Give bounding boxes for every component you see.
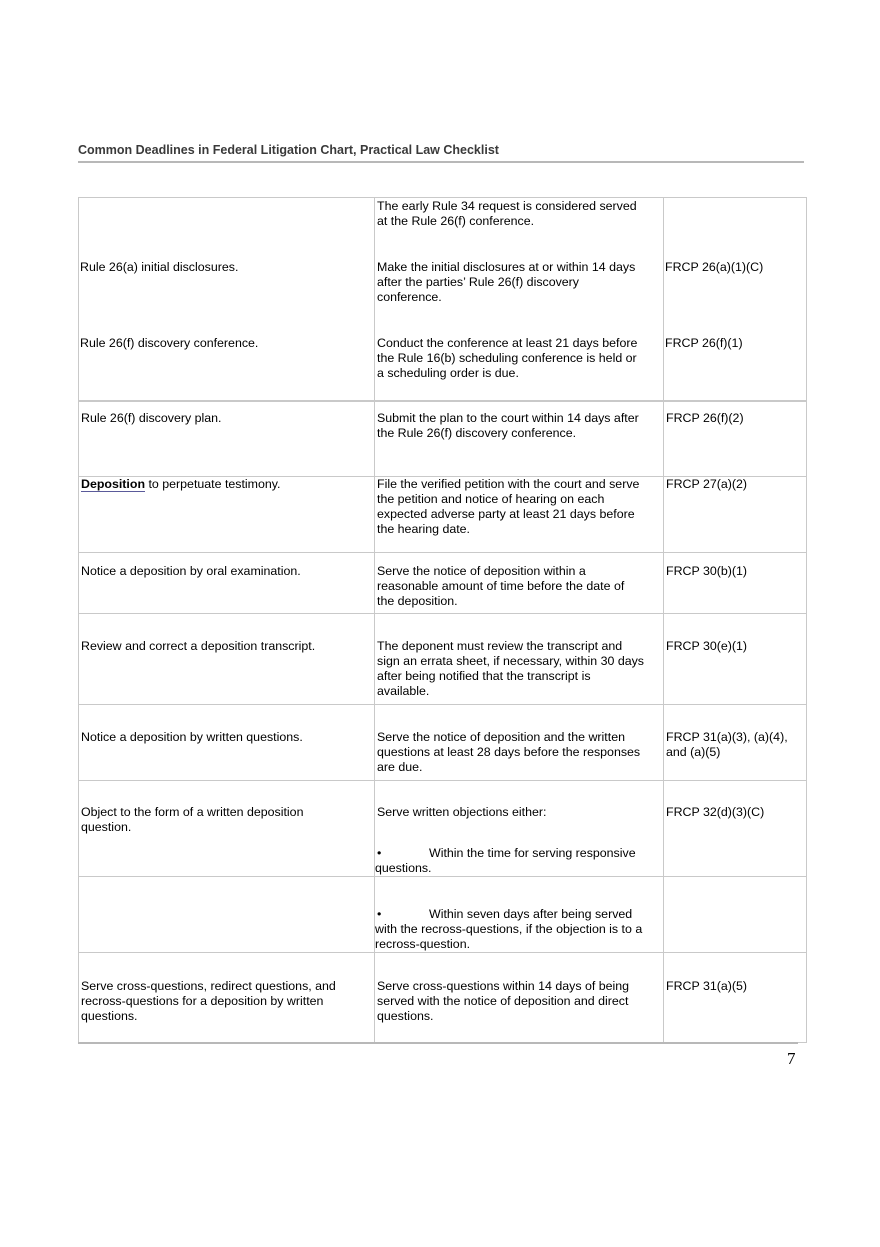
authority-text: FRCP 32(d)(3)(C) xyxy=(666,805,765,819)
event-cell xyxy=(79,614,375,705)
bullet-icon: • xyxy=(377,846,382,860)
bullet-icon: • xyxy=(377,907,382,921)
deadline-text: sign an errata sheet, if necessary, within 30 days xyxy=(377,654,644,668)
authority-cell xyxy=(664,401,807,477)
deadline-text: Serve the notice of deposition and the written xyxy=(377,730,625,744)
deadline-cell xyxy=(375,401,664,477)
authority-text: FRCP 31(a)(3), (a)(4), xyxy=(666,730,788,744)
table-row xyxy=(79,198,807,402)
event-text: question. xyxy=(81,820,132,834)
deadline-text: are due. xyxy=(377,760,423,774)
deadline-text: questions. xyxy=(377,1009,434,1023)
deadline-cell xyxy=(375,614,664,705)
deadline-text: served with the notice of deposition and direct xyxy=(377,994,629,1008)
table-row xyxy=(79,781,807,877)
bullet-text: recross-question. xyxy=(375,937,471,951)
deadline-text: Serve the notice of deposition within a xyxy=(377,564,586,578)
deadline-text: conference. xyxy=(377,290,442,304)
deadline-cell xyxy=(375,781,664,877)
deadline-text: questions at least 28 days before the responses xyxy=(377,745,641,759)
event-cell xyxy=(79,198,375,402)
event-cell xyxy=(79,477,375,553)
table-row xyxy=(79,614,807,705)
event-text: questions. xyxy=(81,1009,138,1023)
deadline-cell xyxy=(375,553,664,614)
event-cell xyxy=(79,877,375,953)
deadline-text: expected adverse party at least 21 days before xyxy=(377,507,635,521)
bullet-text: Within the time for serving responsive xyxy=(429,846,636,860)
deadline-text: Submit the plan to the court within 14 days after xyxy=(377,411,639,425)
deadline-text: the hearing date. xyxy=(377,522,471,536)
table-row xyxy=(79,401,807,477)
deadline-table xyxy=(78,197,807,402)
event-text: Object to the form of a written deposition xyxy=(81,805,304,819)
event-cell xyxy=(79,705,375,781)
deadline-text: available. xyxy=(377,684,430,698)
deadline-text: Conduct the conference at least 21 days before xyxy=(377,336,638,350)
deadline-text: the deposition. xyxy=(377,594,458,608)
event-cell xyxy=(79,553,375,614)
deadline-cell xyxy=(375,477,664,553)
deadline-text: after being notified that the transcript is xyxy=(377,669,591,683)
event-text: Rule 26(f) discovery plan. xyxy=(81,411,222,425)
deadline-text: Serve written objections either: xyxy=(377,805,547,819)
authority-text: FRCP 31(a)(5) xyxy=(666,979,748,993)
deadline-text: at the Rule 26(f) conference. xyxy=(377,214,535,228)
deadline-text: the Rule 16(b) scheduling conference is held or xyxy=(377,351,637,365)
bullet-text: Within seven days after being served xyxy=(429,907,633,921)
authority-cell xyxy=(664,953,807,1043)
event-cell xyxy=(79,781,375,877)
deadline-text: a scheduling order is due. xyxy=(377,366,519,380)
event-text: Serve cross-questions, redirect questions, and xyxy=(81,979,336,993)
bullet-text: questions. xyxy=(375,861,432,875)
deadline-cell xyxy=(375,705,664,781)
event-cell xyxy=(79,953,375,1043)
authority-text: and (a)(5) xyxy=(666,745,721,759)
event-text: Notice a deposition by oral examination. xyxy=(81,564,301,578)
authority-cell xyxy=(664,614,807,705)
deadline-cell xyxy=(375,198,664,402)
deadline-text: reasonable amount of time before the date of xyxy=(377,579,625,593)
authority-text: FRCP 30(b)(1) xyxy=(666,564,748,578)
authority-text: FRCP 30(e)(1) xyxy=(666,639,748,653)
table-row xyxy=(79,553,807,614)
event-text: Notice a deposition by written questions. xyxy=(81,730,303,744)
authority-text: FRCP 26(a)(1)(C) xyxy=(665,260,764,274)
event-text: Review and correct a deposition transcript. xyxy=(81,639,316,653)
event-text: Rule 26(f) discovery conference. xyxy=(80,336,259,350)
event-bold-text: Deposition xyxy=(81,477,146,491)
deadline-cell xyxy=(375,877,664,953)
deadline-text: the petition and notice of hearing on each xyxy=(377,492,605,506)
deadline-cell xyxy=(375,953,664,1043)
deadline-text: the Rule 26(f) discovery conference. xyxy=(377,426,577,440)
authority-cell xyxy=(664,781,807,877)
deadline-text: Make the initial disclosures at or within 14 days xyxy=(377,260,636,274)
authority-text: FRCP 27(a)(2) xyxy=(666,477,748,491)
deadline-text: after the parties’ Rule 26(f) discovery xyxy=(377,275,580,289)
deadline-table-continued xyxy=(78,400,807,1043)
deadline-text: The early Rule 34 request is considered served xyxy=(377,199,637,213)
authority-text: FRCP 26(f)(1) xyxy=(665,336,743,350)
authority-cell xyxy=(664,477,807,553)
authority-cell xyxy=(664,198,807,402)
authority-cell xyxy=(664,705,807,781)
authority-cell xyxy=(664,553,807,614)
table-row xyxy=(79,705,807,781)
event-text: to perpetuate testimony. xyxy=(148,477,281,491)
footer-divider xyxy=(78,1042,798,1044)
deadline-text: Serve cross-questions within 14 days of being xyxy=(377,979,630,993)
table-row xyxy=(79,953,807,1043)
page-header-title: Common Deadlines in Federal Litigation Chart, Practical Law Checklist xyxy=(78,143,499,157)
deadline-text: File the verified petition with the court and serve xyxy=(377,477,640,491)
table-row xyxy=(79,477,807,553)
page-number: 7 xyxy=(787,1049,796,1068)
event-text: Rule 26(a) initial disclosures. xyxy=(80,260,239,274)
bullet-text: with the recross-questions, if the objection is to a xyxy=(375,922,643,936)
table-row xyxy=(79,877,807,953)
header-divider xyxy=(78,161,804,163)
authority-text: FRCP 26(f)(2) xyxy=(666,411,744,425)
event-text: recross-questions for a deposition by written xyxy=(81,994,324,1008)
event-cell xyxy=(79,401,375,477)
authority-cell xyxy=(664,877,807,953)
deadline-text: The deponent must review the transcript and xyxy=(377,639,623,653)
